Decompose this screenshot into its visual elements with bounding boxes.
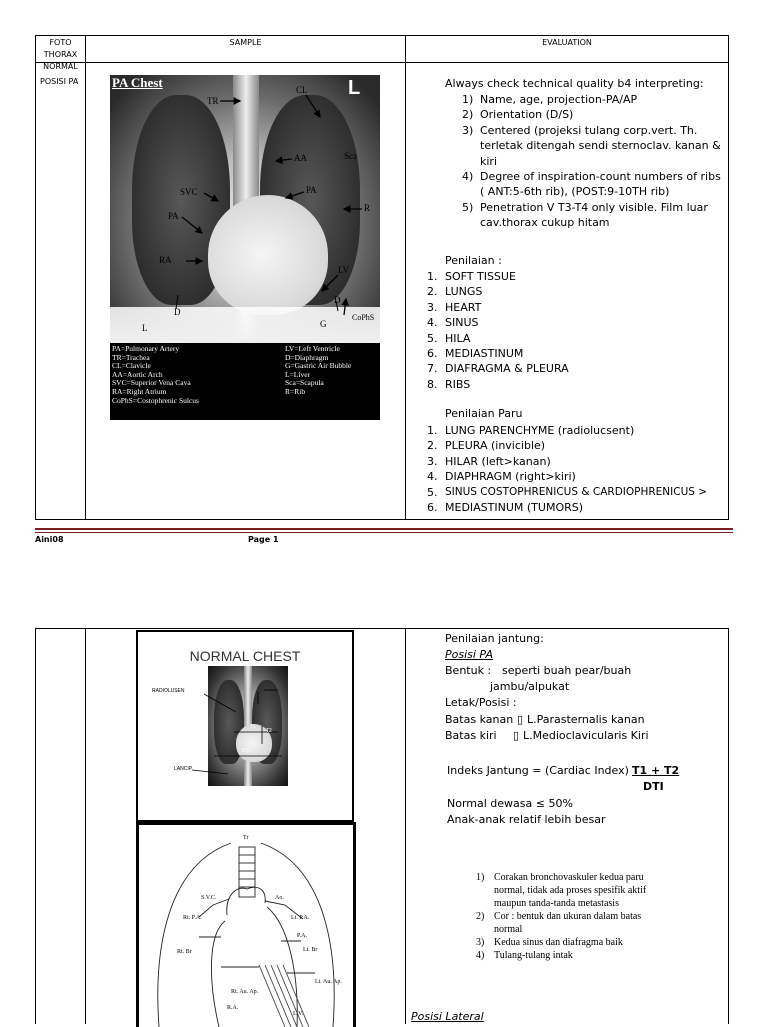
xray-label-lv: LV <box>338 265 350 275</box>
check-text: Degree of inspiration-count numbers of ribs ( ANT:5-6th rib), (POST:9-10TH rib) <box>480 170 721 199</box>
xray-label-svc: SVC <box>180 187 198 197</box>
diag-label-lt-br: Lt. Br <box>303 947 318 953</box>
legend-item: SVC=Superior Vena Cava <box>112 378 191 388</box>
xray-legend-right <box>285 345 351 397</box>
list-item <box>427 469 727 484</box>
xray-legend-left <box>112 345 199 405</box>
check-item <box>462 123 724 169</box>
eval-intro: Always check technical quality b4 interpreting: <box>445 77 704 90</box>
list-num: 1) <box>476 872 485 883</box>
list-item <box>427 315 717 330</box>
diag-label-tr: Tr <box>243 835 249 841</box>
list-num: 2. <box>427 285 438 299</box>
batas-kanan-value: L.Parasternalis kanan <box>527 713 645 726</box>
list-num: 6. <box>427 501 438 515</box>
list-num: 2. <box>427 439 438 453</box>
diag-label-svc: S.V.C. <box>201 895 217 901</box>
list-num: 8. <box>427 377 438 391</box>
check-item <box>462 107 724 122</box>
indeks-label: Indeks Jantung = (Cardiac Index) <box>447 764 629 777</box>
check-num: 2) <box>462 108 474 122</box>
jantung-title: Penilaian jantung: <box>445 632 544 645</box>
penilaian-title: Penilaian : <box>445 254 502 267</box>
list-text: RIBS <box>445 377 471 391</box>
arrow-glyph: ▯ <box>513 729 520 742</box>
check-num: 4) <box>462 170 474 184</box>
xray-label-pa-left: PA <box>306 185 317 195</box>
list-item <box>476 910 666 936</box>
bentuk-value: seperti buah pear/buah <box>502 664 632 677</box>
letak-posisi: Letak/Posisi : <box>445 696 517 709</box>
penilaian-list <box>427 269 717 392</box>
table-border-bottom <box>35 519 729 520</box>
cardiac-measurement-lines <box>138 632 352 820</box>
list-item <box>427 269 717 284</box>
t1-label: T1 <box>250 724 256 730</box>
penilaian-paru-list <box>427 423 727 515</box>
list-text: SOFT TISSUE <box>445 270 516 283</box>
list-num: 4) <box>476 950 485 961</box>
diag-label-rt-pa: Rt. P.A. <box>183 915 202 921</box>
pa-chest-xray-image <box>110 75 380 420</box>
table-border-top <box>35 35 729 36</box>
table2-col-divider-2 <box>405 628 406 1024</box>
check-num: 5) <box>462 200 474 214</box>
diag-label-rt-au-ap: Rt. Au. Ap. <box>231 989 259 995</box>
list-text: HEART <box>445 300 482 314</box>
list-text: DIAFRAGMA & PLEURA <box>445 362 569 376</box>
check-text: Penetration V T3-T4 only visible. Film luar cav.thorax cukup hitam <box>480 200 708 230</box>
list-num: 5. <box>427 331 438 345</box>
list-text: HILAR (left>kanan) <box>445 454 551 468</box>
list-item <box>427 284 717 299</box>
list-item <box>427 300 717 315</box>
check-item <box>462 92 724 107</box>
table2-col-divider-1 <box>85 628 86 1024</box>
xray-label-pa-right: PA <box>168 211 179 221</box>
list-num: 1. <box>427 424 438 437</box>
lancip-label: LANCIP <box>174 766 193 772</box>
legend-item: RA=Right Atrium <box>112 386 167 396</box>
conclusion-list <box>476 871 666 962</box>
list-text: Corakan bronchovaskuler kedua paru normal, tidak ada proses spesifik aktif maupun tanda-tanda metastasis <box>494 872 647 909</box>
list-text: LUNGS <box>445 285 483 299</box>
xray-label-sca: Sca <box>344 151 357 161</box>
normal-dewasa: Normal dewasa ≤ 50% <box>447 797 573 810</box>
footer-rule-thin <box>35 532 733 533</box>
check-text: Orientation (D/S) <box>480 108 574 122</box>
list-num: 7. <box>427 362 438 376</box>
list-text: Tulang-tulang intak <box>494 950 573 961</box>
xray-label-aa: AA <box>294 153 307 163</box>
list-text: MEDIASTINUM (TUMORS) <box>445 501 584 515</box>
list-text: MEDIASTINUM <box>445 347 524 361</box>
footer-rule-thick <box>35 528 733 530</box>
check-text: Name, age, projection-PA/AP <box>480 93 638 106</box>
legend-item: AA=Aortic Arch <box>112 369 163 379</box>
list-item <box>476 871 666 910</box>
xray-label-cl: CL <box>296 85 308 95</box>
batas-kiri-label: Batas kiri <box>445 729 497 742</box>
list-item <box>427 423 727 438</box>
diag-label-ao: Ao. <box>275 895 284 901</box>
check-num: 3) <box>462 123 474 137</box>
list-item <box>427 500 727 515</box>
xray-label-ra: RA <box>159 255 172 265</box>
list-item <box>476 936 666 949</box>
xray-corner-letter: L <box>348 77 361 99</box>
normal-chest-figure <box>136 630 354 822</box>
xray-label-tr: TR <box>207 96 219 106</box>
list-item <box>476 949 666 962</box>
dti-label: DTI <box>242 748 251 754</box>
list-num: 3. <box>427 454 438 468</box>
xray-label-r: R <box>364 203 371 213</box>
batas-kanan-label: Batas kanan <box>445 713 514 726</box>
row-label-posisi-pa: POSISI PA <box>40 77 79 86</box>
legend-item: G=Gastric Air Bubble <box>285 361 352 371</box>
list-num: 6. <box>427 347 438 361</box>
legend-item: R=Rib <box>285 386 306 396</box>
check-item <box>462 200 724 231</box>
xray-label-l: L <box>142 323 148 333</box>
bentuk-label: Bentuk : <box>445 664 492 677</box>
indeks-denominator: DTI <box>643 780 664 793</box>
list-text: SINUS <box>445 316 479 330</box>
indeks-numerator: T1 + T2 <box>632 764 680 777</box>
t2-label: T2 <box>266 728 272 734</box>
list-num: 4. <box>427 470 438 484</box>
list-text: DIAPHRAGM (right>kiri) <box>445 470 576 484</box>
legend-item: TR=Trachea <box>112 352 150 362</box>
radiolusen-label: RADIOLUSEN <box>152 688 185 694</box>
list-num: 1. <box>427 270 438 283</box>
legend-item: CL=Clavicle <box>112 361 151 371</box>
diag-label-lv: L.V. <box>293 1011 304 1017</box>
list-item <box>427 377 717 392</box>
table-col-divider-1 <box>85 35 86 520</box>
legend-item: LV=Left Ventricle <box>285 344 340 353</box>
list-text: LUNG PARENCHYME (radiolucsent) <box>445 424 635 437</box>
heart-anatomy-drawing <box>139 825 353 1027</box>
table-border-left <box>35 35 36 520</box>
anak-anak: Anak-anak relatif lebih besar <box>447 813 606 826</box>
header-sample: SAMPLE <box>229 38 262 47</box>
xray-label-d-right: D <box>174 307 181 317</box>
check-item <box>462 169 724 200</box>
posisi-pa-heading: Posisi PA <box>445 648 494 661</box>
footer-author: Aini08 <box>35 535 64 544</box>
list-num: 3. <box>427 300 438 314</box>
footer-page-number: Page 1 <box>248 535 279 544</box>
diag-label-ra: R.A. <box>227 1005 239 1011</box>
list-item <box>427 438 727 453</box>
diag-label-rt-br: Rt. Br <box>177 949 192 955</box>
xray-legend <box>110 343 380 420</box>
table2-border-left <box>35 628 36 1024</box>
xray-label-g: G <box>320 319 327 329</box>
legend-item: D=Diaphragm <box>285 352 329 362</box>
check-num: 1) <box>462 93 474 106</box>
table-header-divider <box>35 62 729 63</box>
list-item <box>427 361 717 376</box>
table2-border-top <box>35 628 729 629</box>
table-col-divider-2 <box>405 35 406 520</box>
list-text: HILA <box>445 331 471 345</box>
list-num: 2) <box>476 911 485 922</box>
table-border-right <box>728 35 729 520</box>
list-num: 3) <box>476 937 485 948</box>
xray-label-cophs: CoPhS <box>352 313 375 322</box>
bentuk-value-2: jambu/alpukat <box>490 680 570 693</box>
batas-kiri-value: L.Medioclavicularis Kiri <box>523 729 649 742</box>
arrow-glyph: ▯ <box>517 713 524 726</box>
penilaian-paru-title: Penilaian Paru <box>445 407 523 420</box>
list-item <box>427 454 727 469</box>
legend-item: PA=Pulmonary Artery <box>112 344 180 353</box>
xray-label-d-left: D <box>334 295 341 305</box>
eval-checklist <box>462 92 724 231</box>
legend-item: L=Liver <box>285 369 311 379</box>
list-text: SINUS COSTOPHRENICUS & CARDIOPHRENICUS > <box>445 485 708 498</box>
list-num: 5. <box>427 485 438 499</box>
header-evaluation: EVALUATION <box>542 38 592 47</box>
heart-anatomy-diagram <box>136 822 356 1027</box>
header-foto-thorax: FOTO THORAX NORMAL <box>43 38 78 71</box>
legend-item: Sca=Scapula <box>285 378 324 388</box>
list-text: PLEURA (invicible) <box>445 439 546 453</box>
check-text: Centered (projeksi tulang corp.vert. Th. terletak ditengah sendi sternoclav. kanan & kiri <box>480 123 721 168</box>
list-item <box>427 346 717 361</box>
legend-item: CoPhS=Costophrenic Sulcus <box>112 395 199 405</box>
diag-label-lt-pa: Lt. P.A. <box>291 915 310 921</box>
list-num: 4. <box>427 316 438 330</box>
list-text: Cor : bentuk dan ukuran dalam batas normal <box>494 911 642 935</box>
diag-label-lt-au-ap: Lt. Au. Ap. <box>315 979 342 985</box>
diag-label-pa: P.A. <box>297 933 308 939</box>
xray-title: PA Chest <box>112 75 163 90</box>
list-item <box>427 485 727 500</box>
normal-chest-title: NORMAL CHEST <box>189 648 301 664</box>
list-text: Kedua sinus dan diafragma baik <box>494 937 623 948</box>
table2-border-right <box>728 628 729 1024</box>
list-item <box>427 331 717 346</box>
posisi-lateral-heading: Posisi Lateral <box>411 1010 484 1023</box>
